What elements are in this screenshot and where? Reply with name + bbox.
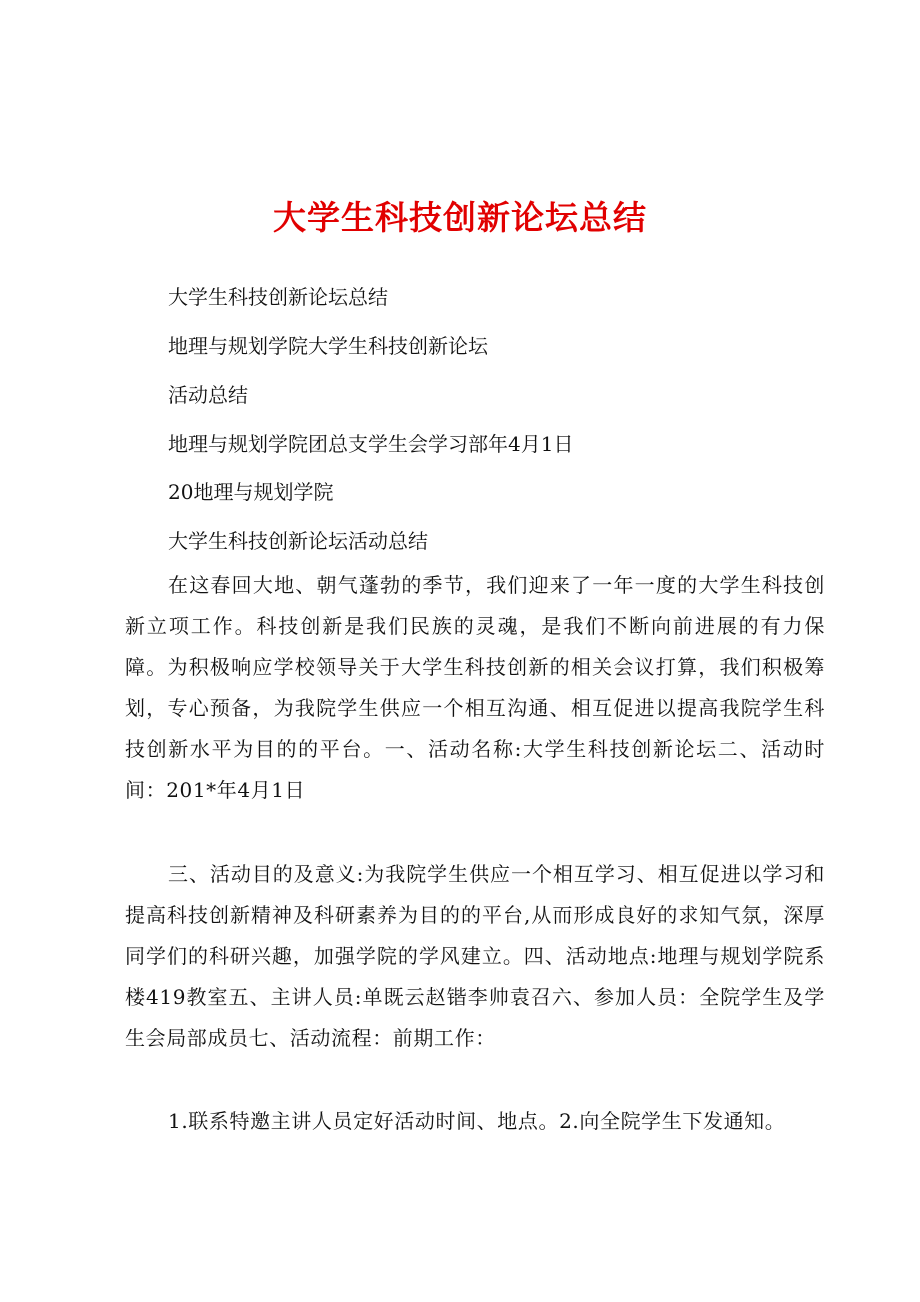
text-line-4: 地理与规划学院团总支学生会学习部年4月1日 xyxy=(168,432,574,456)
paragraph-1: 在这春回大地、朝气蓬勃的季节，我们迎来了一年一度的大学生科技创新立项工作。科技创新是我们民族的灵魂，是我们不断向前进展的有力保障。为积极响应学校领导关于大学生科技创新的相关会议打算，我们积极筹划，专心预备，为我院学生供应一个相互沟通、相互促进以提高我院学生科技创新水平为目的的平台。一、活动名称:大学生科技创新论坛二、活动时间：201*年4月1日 xyxy=(125,573,825,802)
text-line-1: 大学生科技创新论坛总结 xyxy=(168,285,388,309)
text-line-5: 20地理与规划学院 xyxy=(168,480,334,504)
text-line-2: 地理与规划学院大学生科技创新论坛 xyxy=(168,334,488,358)
document-title: 大学生科技创新论坛总结 xyxy=(273,198,647,237)
text-line-6: 大学生科技创新论坛活动总结 xyxy=(168,529,428,553)
paragraph-2: 三、活动目的及意义:为我院学生供应一个相互学习、相互促进以学习和提高科技创新精神及科研素养为目的的平台,从而形成良好的求知气氛，深厚同学们的科研兴趣，加强学院的学风建立。四、活动地点:地理与规划学院系楼419教室五、主讲人员:单既云赵锴李帅袁召六、参加人员：全院学生及学生会局部成员七、活动流程：前期工作： xyxy=(125,862,825,1050)
paragraph-3: 1.联系特邀主讲人员定好活动时间、地点。2.向全院学生下发通知。 xyxy=(168,1109,786,1133)
text-line-3: 活动总结 xyxy=(168,383,248,407)
